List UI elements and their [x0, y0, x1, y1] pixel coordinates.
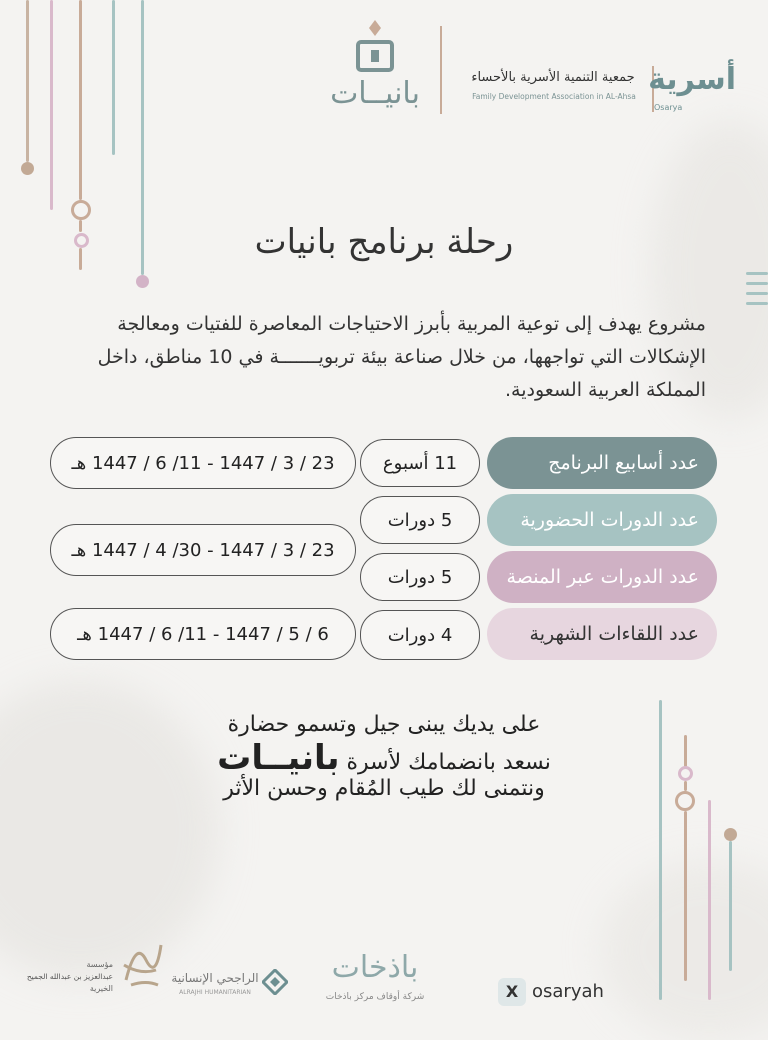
social-link[interactable] [498, 975, 608, 1009]
deco-line [746, 292, 768, 295]
deco-line [746, 282, 768, 285]
jumaih-calligraphy-icon [116, 930, 166, 990]
date-monthly-meetings [50, 608, 356, 660]
label-monthly-meetings-text: عدد اللقاءات الشهرية [529, 623, 699, 645]
label-online-courses-text: عدد الدورات عبر المنصة [506, 566, 699, 588]
date-courses-shared-text: 23 / 3 / 1447 - 30/ 4 / 1447 هـ [71, 539, 335, 561]
count-inperson-courses [360, 496, 480, 544]
bathalath-name: باذخات [331, 950, 419, 985]
rajhi-diamond-icon [262, 969, 288, 995]
deco-dot [136, 275, 149, 288]
jumaih-title: مؤسسة [86, 960, 113, 969]
count-monthly-meetings [360, 610, 480, 660]
deco-dot [724, 828, 737, 841]
deco-line [746, 302, 768, 305]
count-inperson-courses-text: 5 دورات [387, 509, 453, 531]
deco-line [112, 0, 115, 155]
social-handle: osaryah [532, 981, 604, 1002]
banyat-logo [320, 18, 430, 113]
deco-line [708, 800, 711, 1000]
label-program-weeks [487, 437, 717, 489]
bathalath-logo [300, 950, 450, 1010]
deco-line [746, 272, 768, 275]
jumaih-name: عبدالعزيز بن عبدالله الجميح [26, 972, 113, 981]
deco-line [729, 841, 732, 971]
count-online-courses [360, 553, 480, 601]
label-inperson-courses [487, 494, 717, 546]
deco-line [26, 0, 29, 162]
label-online-courses [487, 551, 717, 603]
x-icon: X [498, 978, 526, 1006]
closing-line-3: ونتمنى لك طيب المُقام وحسن الأثر [223, 776, 545, 801]
label-inperson-courses-text: عدد الدورات الحضورية [520, 509, 699, 531]
banyat-logo-mark [320, 18, 430, 78]
deco-line [50, 0, 53, 210]
closing-line-1: على يديك يبنى جيل وتسمو حضارة [227, 712, 541, 737]
jumaih-logo [18, 930, 168, 1010]
rajhi-name: الراجحي الإنسانية [171, 971, 259, 985]
closing-line-2-prefix: نسعد بانضمامك لأسرة [346, 750, 551, 775]
page-title: رحلة برنامج بانيات [254, 222, 514, 262]
closing-line-2 [0, 738, 768, 778]
header-divider [440, 26, 442, 114]
banyat-logo-text: بانيــات [330, 76, 420, 111]
date-program-weeks [50, 437, 356, 489]
date-courses-shared [50, 524, 356, 576]
association-header [440, 26, 740, 116]
count-program-weeks-text: 11 أسبوع [382, 452, 458, 474]
count-program-weeks [360, 439, 480, 487]
deco-line [684, 811, 687, 981]
deco-ring [71, 200, 91, 220]
rajhi-logo [170, 965, 295, 1005]
association-name-ar: جمعية التنمية الأسرية بالأحساء [471, 70, 635, 85]
association-name-en: Family Development Association in AL-Ahsa [472, 92, 636, 101]
label-monthly-meetings [487, 608, 717, 660]
date-monthly-meetings-text: 6 / 5 / 1447 - 11/ 6 / 1447 هـ [77, 623, 329, 645]
deco-line [79, 0, 82, 200]
count-online-courses-text: 5 دورات [387, 566, 453, 588]
date-program-weeks-text: 23 / 3 / 1447 - 11/ 6 / 1447 هـ [71, 452, 335, 474]
osarya-logo-en: Osarya [654, 103, 683, 112]
closing-brand: بانيــات [217, 738, 340, 778]
rajhi-en: ALRAJHI HUMANITARIAN [179, 989, 251, 996]
label-program-weeks-text: عدد أسابيع البرنامج [548, 452, 699, 474]
count-monthly-meetings-text: 4 دورات [387, 624, 453, 646]
bathalath-sub: شركة أوقاف مركز باذخات [325, 992, 425, 1002]
program-description: مشروع يهدف إلى توعية المربية بأبرز الاحتياجات المعاصرة للفتيات ومعالجة الإشكالات التي تواجهها، من خلال صناعة بيئة تربويـــــــة في 10 مناطق، داخل المملكة العربية السعودية. [97, 313, 706, 401]
deco-dot [21, 162, 34, 175]
osarya-logo-ar: أسرية [648, 62, 736, 97]
jumaih-sub: الخيرية [89, 984, 113, 993]
